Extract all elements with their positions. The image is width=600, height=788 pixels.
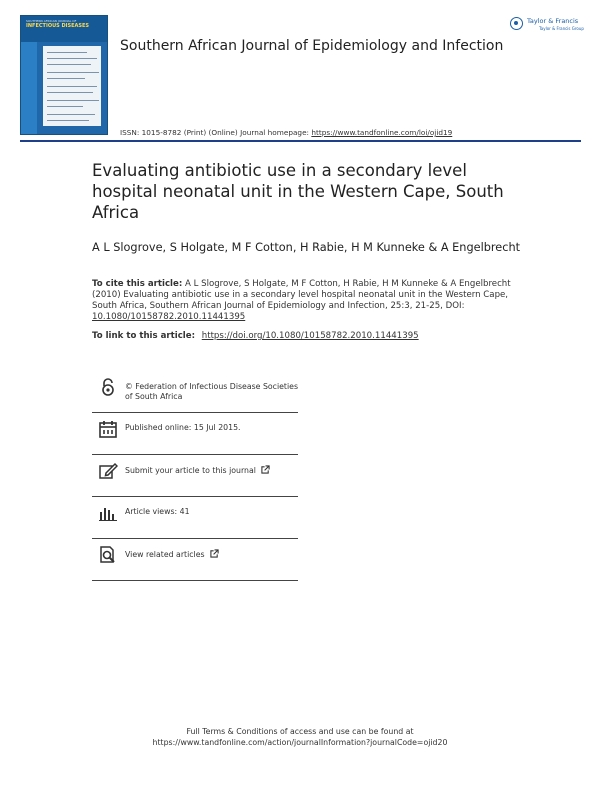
cover-stripe — [21, 42, 37, 134]
article-link-label: To link to this article: — [92, 331, 196, 341]
journal-cover-image — [20, 15, 108, 135]
article-link-line — [92, 331, 419, 341]
citation-block — [92, 279, 522, 323]
published-date-text: Published online: 15 Jul 2015. — [125, 423, 241, 432]
publisher-logo-icon — [510, 17, 523, 30]
terms-footer-text: Full Terms & Conditions of access and use can be found at — [186, 727, 414, 736]
publisher-logo-group: Taylor & Francis Group — [539, 26, 584, 31]
terms-footer — [0, 726, 600, 748]
article-authors: A L Slogrove, S Holgate, M F Cotton, H Rabie, H M Kunneke & A Engelbrecht — [92, 241, 521, 254]
edit-icon — [98, 461, 118, 481]
external-link-icon — [261, 465, 270, 474]
citation-doi-link[interactable]: 10.1080/10158782.2010.11441395 — [92, 312, 246, 322]
open-lock-icon — [98, 377, 118, 397]
cover-subtitle: SOUTHERN AFRICAN JOURNAL OF — [26, 19, 77, 23]
submit-article-label: Submit your article to this journal — [125, 466, 256, 475]
journal-homepage-link[interactable]: https://www.tandfonline.com/loi/ojid19 — [311, 128, 453, 137]
journal-title: Southern African Journal of Epidemiology and Infection — [120, 38, 504, 54]
submit-article-link[interactable] — [125, 465, 300, 476]
submit-article-row[interactable] — [92, 455, 298, 497]
citation-label: To cite this article: — [92, 279, 183, 289]
bar-chart-icon — [98, 503, 118, 523]
publisher-logo-name: Taylor & Francis — [527, 17, 579, 25]
related-articles-label: View related articles — [125, 550, 205, 559]
issn-line — [120, 128, 452, 137]
terms-footer-link[interactable]: https://www.tandfonline.com/action/journalInformation?journalCode=ojid20 — [152, 738, 448, 747]
published-row — [92, 413, 298, 455]
article-views-text: Article views: 41 — [125, 507, 190, 516]
external-link-icon — [210, 549, 219, 558]
citation-text: A L Slogrove, S Holgate, M F Cotton, H Rabie, H M Kunneke & A Engelbrecht (2010) Evaluating antibiotic use in a secondary level hospital neonatal unit in the Western Cape, South Africa, Southern African Journal of Epidemiology and Infection, 25:3, 21-25, DOI: — [92, 279, 511, 311]
related-articles-row[interactable] — [92, 539, 298, 581]
cover-contents-panel — [43, 46, 101, 126]
issn-text: ISSN: 1015-8782 (Print) (Online) Journal homepage: — [120, 128, 310, 137]
article-title: Evaluating antibiotic use in a secondary level hospital neonatal unit in the Western Cape, South Africa — [92, 161, 504, 222]
article-info-list — [92, 371, 298, 581]
copyright-row — [92, 371, 298, 413]
related-articles-link[interactable] — [125, 549, 300, 560]
header-divider — [20, 140, 581, 142]
publisher-logo — [510, 17, 585, 35]
article-views-row — [92, 497, 298, 539]
article-doi-link[interactable]: https://doi.org/10.1080/10158782.2010.11441395 — [201, 331, 419, 341]
cover-title: INFECTIOUS DISEASES — [26, 23, 89, 29]
copyright-text: © Federation of Infectious Disease Societies of South Africa — [125, 382, 299, 401]
search-document-icon — [98, 545, 118, 565]
calendar-icon — [98, 419, 118, 439]
